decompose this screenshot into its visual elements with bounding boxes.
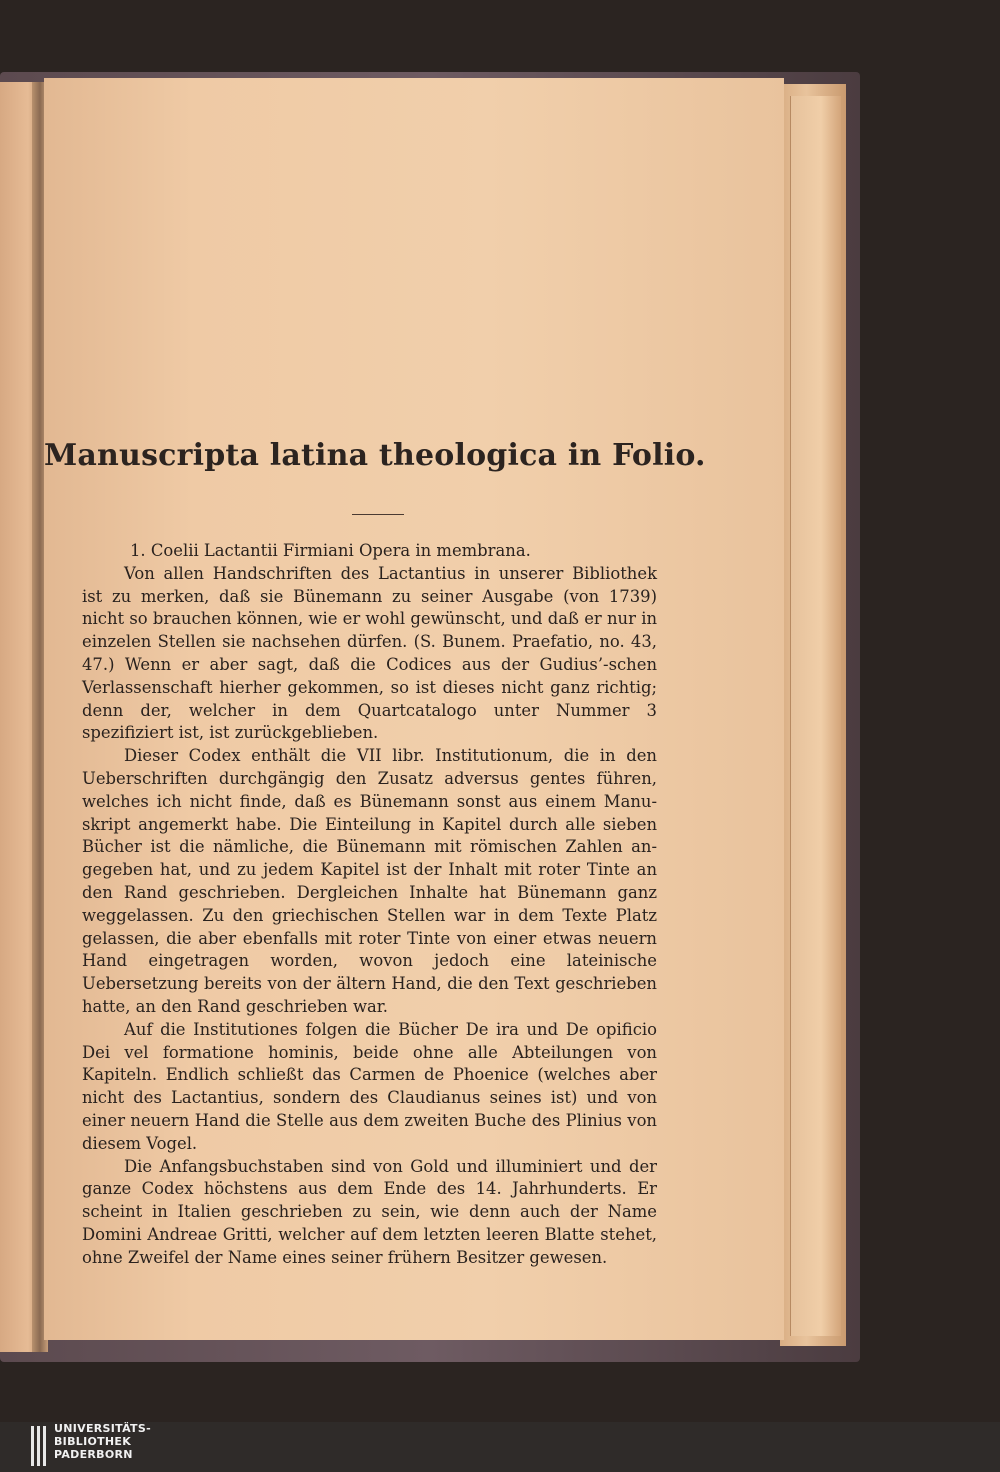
entry-heading: 1. Coelii Lactantii Firmiani Opera in membrana. [130, 541, 531, 560]
paragraph: Die Anfangsbuchstaben sind von Gold und illuminiert und der ganze Codex höchstens aus dem Ende des 14. Jahrhunderts. Er scheint in Italien geschrieben zu sein, wie denn auch der Name Domini Andreae Gritti, welcher auf dem letzten leeren Blatte stehet, ohne Zweifel der Name eines seiner frühern Besitzer gewesen. [82, 1156, 657, 1267]
library-logo-text [54, 1422, 151, 1461]
logo-line: PADERBORN [54, 1448, 133, 1461]
title-divider [352, 514, 404, 515]
paragraph: Dieser Codex enthält die VII libr. Institutionum, die in den Ueberschriften durchgängig den Zusatz adversus gentes führen, welches ich nicht finde, daß es Bünemann sonst aus einem Manu-skript angemerkt habe. Die Einteilung in Kapitel durch alle sieben Bücher ist die nämliche, die Bünemann mit römischen Zahlen an-gegeben hat, und zu jedem Kapitel ist der Inhalt mit roter Tinte an den Rand geschrieben. Dergleichen Inhalte hat Bünemann ganz weggelassen. Zu den griechischen Stellen war in dem Texte Platz gelassen, die aber ebenfalls mit roter Tinte von einer etwas neuern Hand eingetragen worden, wovon jedoch eine lateinische Uebersetzung bereits von der ältern Hand, die den Text geschrieben hatte, an den Rand geschrieben war. [82, 746, 657, 1016]
paragraph: Von allen Handschriften des Lactantius in unserer Bibliothek ist zu merken, daß sie Bünemann zu seiner Ausgabe (von 1739) nicht so brauchen können, wie er wohl gewünscht, und daß er nur in einzelen Stellen sie nachsehen dürfen. (S. Bunem. Praefatio, no. 43, 47.) Wenn er aber sagt, daß die Codices aus der Gudius’-schen Verlassenschaft hierher gekommen, so ist dieses nicht ganz richtig; denn der, welcher in dem Quartcatalogo unter Nummer 3 spezifiziert ist, ist zurückgeblieben. [82, 563, 657, 743]
body-text [82, 540, 657, 1270]
library-logo-icon [30, 1424, 48, 1468]
page-title: Manuscripta latina theologica in Folio. [44, 438, 706, 473]
logo-line: UNIVERSITÄTS- [54, 1422, 151, 1435]
paragraph: Auf die Institutiones folgen die Bücher De ira und De opificio Dei vel formatione hominis, beide ohne alle Abteilungen von Kapiteln. Endlich schließt das Carmen de Phoenice (welches aber nicht des Lactantius, sondern des Claudianus seines ist) und von einer neuern Hand die Stelle aus dem zweiten Buche des Plinius von diesem Vogel. [82, 1019, 657, 1153]
logo-line: BIBLIOTHEK [54, 1435, 132, 1448]
page-edges-inner [790, 96, 841, 1336]
